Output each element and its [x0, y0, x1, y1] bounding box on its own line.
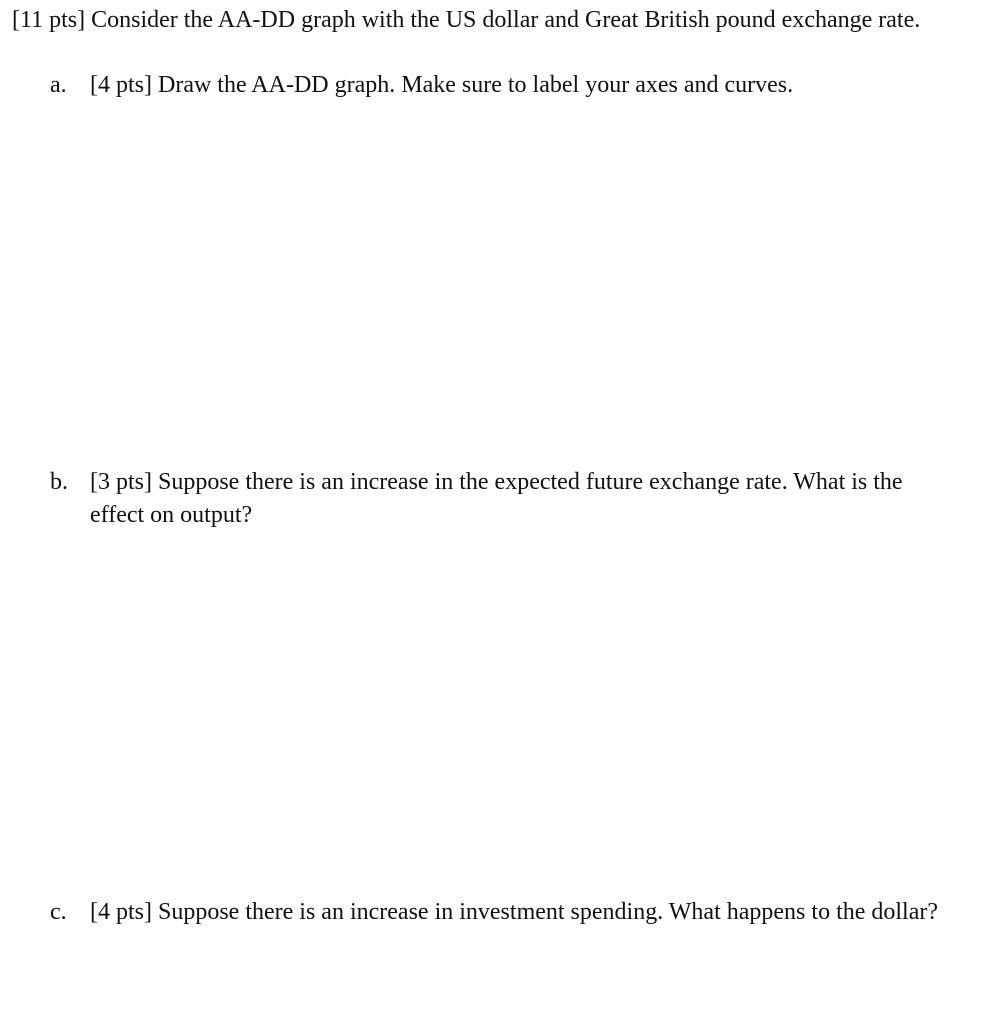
- part-a-text: [4 pts] Draw the AA-DD graph. Make sure to label your axes and curves.: [90, 72, 794, 98]
- part-c-text: [4 pts] Suppose there is an increase in investment spending. What happens to the dollar?: [90, 899, 939, 925]
- part-a-letter: a.: [50, 72, 67, 98]
- part-b-text: [3 pts] Suppose there is an increase in the expected future exchange rate. What is the effect on output?: [90, 469, 903, 528]
- question-intro: [11 pts] Consider the AA-DD graph with the US dollar and Great British pound exchange rate.: [12, 7, 921, 33]
- part-b-letter: b.: [50, 469, 68, 495]
- part-c-letter: c.: [50, 899, 67, 925]
